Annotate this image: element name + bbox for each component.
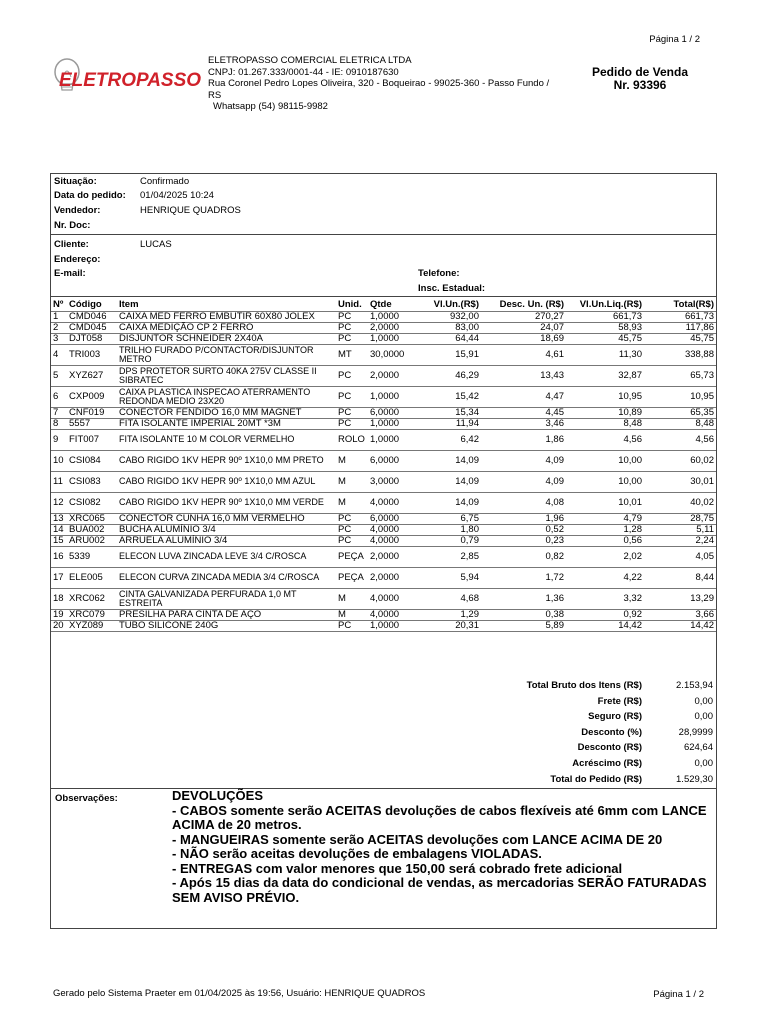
table-cell: 1,36 [481,589,566,610]
table-cell: BUA002 [67,525,117,536]
table-row [51,419,716,430]
table-cell: 3 [51,334,67,345]
table-cell: 46,29 [423,366,481,387]
table-cell: 4,61 [481,345,566,366]
telefone-label: Telefone: [418,268,460,279]
company-name: ELETROPASSO COMERCIAL ELETRICA LTDA [208,55,412,66]
table-row [51,387,716,408]
table-cell: 932,00 [423,312,481,323]
table-cell: MT [336,345,368,366]
table-cell: 1 [51,312,67,323]
table-cell: 0,56 [566,536,644,547]
table-cell: 6,75 [423,514,481,525]
table-cell: M [336,610,368,621]
table-cell: PC [336,312,368,323]
table-cell: 4,0000 [368,525,423,536]
table-row [51,547,716,568]
table-cell: 65,35 [644,408,716,419]
cliente-value: LUCAS [140,239,172,250]
total-value: 2.153,94 [676,680,713,691]
table-cell: 10,95 [644,387,716,408]
observacoes-text [172,789,712,905]
table-cell: 5,94 [423,568,481,589]
table-cell: PC [336,621,368,632]
table-row [51,493,716,514]
table-cell: 661,73 [566,312,644,323]
table-cell: 8 [51,419,67,430]
table-cell: 0,23 [481,536,566,547]
total-label: Desconto (%) [581,726,642,738]
table-cell: 65,73 [644,366,716,387]
table-cell: PC [336,408,368,419]
table-cell: 4,79 [566,514,644,525]
table-cell: 45,75 [566,334,644,345]
table-cell: 1,86 [481,430,566,451]
table-cell: 13 [51,514,67,525]
table-row [51,408,716,419]
total-row [51,711,716,727]
table-cell: 5557 [67,419,117,430]
table-cell: 1,0000 [368,621,423,632]
table-cell: 6,0000 [368,451,423,472]
table-cell: PC [336,387,368,408]
table-row [51,472,716,493]
column-header: Vl.Un.(R$) [423,297,481,312]
table-cell: PC [336,514,368,525]
table-cell: 1,96 [481,514,566,525]
total-row [51,727,716,743]
table-cell: 5,89 [481,621,566,632]
table-cell: 3,66 [644,610,716,621]
insc-label: Insc. Estadual: [418,283,486,294]
table-cell: 2,0000 [368,547,423,568]
items-table [51,297,716,632]
table-cell: 1,0000 [368,419,423,430]
table-cell: ELECON CURVA ZINCADA MEDIA 3/4 C/ROSCA [117,568,336,589]
table-cell: 10,00 [566,451,644,472]
total-row [51,696,716,712]
table-cell: 4,47 [481,387,566,408]
vendedor-value: HENRIQUE QUADROS [140,205,241,216]
table-cell: 20 [51,621,67,632]
total-value: 0,00 [694,711,713,723]
table-cell: 338,88 [644,345,716,366]
table-cell: 10,89 [566,408,644,419]
column-header: Qtde [368,297,423,312]
total-value: 28,9999 [678,726,713,738]
table-cell: 4 [51,345,67,366]
table-cell: 0,52 [481,525,566,536]
observacao-line: - Após 15 dias da data do condicional de vendas, as mercadorias SERÃO FATURADAS SEM AVISO PRÉVIO. [172,875,707,905]
table-cell: XRC065 [67,514,117,525]
table-cell: 15,91 [423,345,481,366]
column-header: Unid. [336,297,368,312]
company-logo [47,55,203,97]
total-label: Seguro (R$) [588,711,642,723]
column-header: Vl.Un.Liq.(R$) [566,297,644,312]
table-row [51,345,716,366]
table-cell: 3,46 [481,419,566,430]
table-cell: 1,80 [423,525,481,536]
table-cell: 8,48 [566,419,644,430]
table-cell: 4,0000 [368,536,423,547]
table-cell: 6,42 [423,430,481,451]
table-cell: 4,56 [566,430,644,451]
table-cell: XYZ089 [67,621,117,632]
table-cell: CMD045 [67,323,117,334]
table-cell: PEÇA [336,547,368,568]
table-cell: CINTA GALVANIZADA PERFURADA 1,0 MT ESTREITA [117,589,336,610]
company-ids: CNPJ: 01.267.333/0001-44 - IE: 0910187630 [208,66,399,78]
table-cell: 0,79 [423,536,481,547]
table-cell: 14,42 [566,621,644,632]
situacao-label: Situação: [54,176,97,187]
table-cell: 11 [51,472,67,493]
table-row [51,589,716,610]
table-cell: 19 [51,610,67,621]
table-cell: 45,75 [644,334,716,345]
table-cell: 4,0000 [368,610,423,621]
table-cell: 12 [51,493,67,514]
table-cell: M [336,451,368,472]
table-cell: 117,86 [644,323,716,334]
table-cell: 1,0000 [368,430,423,451]
table-row [51,312,716,323]
table-cell: CONECTOR CUNHA 16,0 MM VERMELHO [117,514,336,525]
total-label: Total do Pedido (R$) [550,773,642,785]
table-cell: CSI082 [67,493,117,514]
table-cell: 60,02 [644,451,716,472]
total-value: 1.529,30 [676,773,713,785]
table-cell: 20,31 [423,621,481,632]
total-label: Frete (R$) [597,695,642,707]
logo-text: ELETROPASSO [59,70,202,91]
table-cell: 9 [51,430,67,451]
table-cell: 2,85 [423,547,481,568]
table-cell: CNF019 [67,408,117,419]
table-cell: 5339 [67,547,117,568]
table-cell: 14,42 [644,621,716,632]
table-row [51,610,716,621]
table-cell: 11,30 [566,345,644,366]
table-cell: 18 [51,589,67,610]
table-cell: 28,75 [644,514,716,525]
column-header: Desc. Un. (R$) [481,297,566,312]
table-cell: CAIXA MED FERRO EMBUTIR 60X80 JOLEX [117,312,336,323]
table-cell: PC [336,323,368,334]
table-cell: CONECTOR FENDIDO 16,0 MM MAGNET [117,408,336,419]
table-cell: PC [336,366,368,387]
table-cell: 1,72 [481,568,566,589]
table-cell: M [336,472,368,493]
table-cell: XYZ627 [67,366,117,387]
table-cell: 14,09 [423,493,481,514]
table-cell: 8,48 [644,419,716,430]
column-header: Total(R$) [644,297,716,312]
table-cell: ELECON LUVA ZINCADA LEVE 3/4 C/ROSCA [117,547,336,568]
table-cell: 1,0000 [368,334,423,345]
table-header-row [51,297,716,312]
table-cell: 270,27 [481,312,566,323]
table-cell: 32,87 [566,366,644,387]
table-cell: 0,92 [566,610,644,621]
endereco-label: Endereço: [54,254,101,265]
table-cell: 2,0000 [368,568,423,589]
company-address: Rua Coronel Pedro Lopes Oliveira, 320 - Boqueirao - 99025-360 - Passo Fundo / RS [208,78,550,101]
table-cell: CXP009 [67,387,117,408]
table-cell: 30,0000 [368,345,423,366]
table-cell: 14,09 [423,472,481,493]
table-cell: 83,00 [423,323,481,334]
table-cell: 2,0000 [368,323,423,334]
table-cell: 661,73 [644,312,716,323]
table-cell: 2,02 [566,547,644,568]
table-cell: TRILHO FURADO P/CONTACTOR/DISJUNTOR METRO [117,345,336,366]
table-cell: 6,0000 [368,408,423,419]
table-cell: CAIXA MEDIÇÃO CP 2 FERRO [117,323,336,334]
table-cell: CAIXA PLASTICA INSPECAO ATERRAMENTO REDONDA MEDIO 23X20 [117,387,336,408]
table-cell: CSI084 [67,451,117,472]
total-value: 0,00 [694,695,713,707]
observacao-line: - ENTREGAS com valor menores que 150,00 será cobrado frete adicional [172,860,623,876]
table-cell: 2 [51,323,67,334]
page-number-bottom: Página 1 / 2 [653,989,704,1000]
table-cell: XRC062 [67,589,117,610]
table-cell: 2,24 [644,536,716,547]
table-cell: 10,00 [566,472,644,493]
table-cell: FITA ISOLANTE IMPERIAL 20MT *3M [117,419,336,430]
table-cell: 4,45 [481,408,566,419]
data-value: 01/04/2025 10:24 [140,190,214,201]
table-cell: CABO RIGIDO 1KV HEPR 90º 1X10,0 MM AZUL [117,472,336,493]
table-cell: 17 [51,568,67,589]
table-cell: CABO RIGIDO 1KV HEPR 90º 1X10,0 MM PRETO [117,451,336,472]
total-value: 0,00 [694,758,713,769]
table-cell: BUCHA ALUMÍNIO 3/4 [117,525,336,536]
table-cell: 64,44 [423,334,481,345]
table-cell: ARRUELA ALUMÍNIO 3/4 [117,536,336,547]
observacao-line: DEVOLUÇÕES [172,788,264,803]
table-row [51,514,716,525]
table-row [51,451,716,472]
table-row [51,334,716,345]
table-cell: 4,68 [423,589,481,610]
table-row [51,366,716,387]
situacao-value: Confirmado [140,176,190,187]
table-cell: 14,09 [423,451,481,472]
table-row [51,536,716,547]
table-cell: 24,07 [481,323,566,334]
total-row [51,742,716,758]
table-cell: 10,95 [566,387,644,408]
table-cell: 30,01 [644,472,716,493]
data-label: Data do pedido: [54,190,126,201]
table-cell: 13,43 [481,366,566,387]
table-cell: 10,01 [566,493,644,514]
total-value: 624,64 [683,742,713,754]
table-cell: 5 [51,366,67,387]
table-cell: 4,09 [481,472,566,493]
table-cell: XRC079 [67,610,117,621]
order-number: Nr. 93396 [613,78,667,92]
table-cell: TUBO SILICONE 240G [117,621,336,632]
table-cell: 0,38 [481,610,566,621]
table-cell: 4,08 [481,493,566,514]
table-cell: ARU002 [67,536,117,547]
table-cell: DPS PROTETOR SURTO 40KA 275V CLASSE II SIBRATEC [117,366,336,387]
table-cell: 6,0000 [368,514,423,525]
table-cell: 4,56 [644,430,716,451]
table-cell: 4,22 [566,568,644,589]
column-header: Item [117,297,336,312]
table-cell: 1,0000 [368,312,423,323]
table-cell: M [336,493,368,514]
table-cell: CSI083 [67,472,117,493]
cliente-label: Cliente: [54,239,89,250]
table-cell: 4,0000 [368,589,423,610]
table-row [51,621,716,632]
table-cell: 7 [51,408,67,419]
table-cell: TRI003 [67,345,117,366]
table-cell: 15,34 [423,408,481,419]
table-cell: 0,82 [481,547,566,568]
table-cell: 1,28 [566,525,644,536]
order-heading [560,66,720,92]
order-title: Pedido de Venda [591,65,689,79]
table-cell: ELE005 [67,568,117,589]
email-label: E-mail: [54,268,86,279]
total-row [51,758,716,774]
table-cell: CMD046 [67,312,117,323]
table-row [51,430,716,451]
total-row [51,774,716,790]
observacao-line: - CABOS somente serão ACEITAS devoluções de cabos flexíveis até 6mm com LANCE ACIMA de 20 metros. [172,802,707,832]
column-header: Nº [51,297,67,312]
table-cell: PRESILHA PARA CINTA DE AÇO [117,610,336,621]
observacoes-label: Observações: [55,793,118,804]
table-cell: 6 [51,387,67,408]
table-cell: 15,42 [423,387,481,408]
table-cell: M [336,589,368,610]
table-cell: 4,09 [481,451,566,472]
table-cell: FITA ISOLANTE 10 M COLOR VERMELHO [117,430,336,451]
page-number-top: Página 1 / 2 [649,34,700,45]
total-label: Desconto (R$) [577,742,642,754]
table-cell: 5,11 [644,525,716,536]
observacao-line: - NÃO serão aceitas devoluções de embalagens VIOLADAS. [172,846,542,861]
divider [51,234,716,235]
nrdoc-label: Nr. Doc: [54,220,91,231]
company-info [208,55,553,113]
table-cell: 16 [51,547,67,568]
table-row [51,568,716,589]
table-cell: 8,44 [644,568,716,589]
table-cell: 2,0000 [368,366,423,387]
table-cell: 4,05 [644,547,716,568]
table-cell: 1,0000 [368,387,423,408]
footer-generated: Gerado pelo Sistema Praeter em 01/04/2025 às 19:56, Usuário: HENRIQUE QUADROS [53,988,426,999]
column-header: Código [67,297,117,312]
table-cell: DJT058 [67,334,117,345]
table-cell: PEÇA [336,568,368,589]
table-row [51,525,716,536]
table-cell: 3,0000 [368,472,423,493]
table-cell: 14 [51,525,67,536]
table-cell: PC [336,419,368,430]
table-cell: PC [336,536,368,547]
table-cell: 1,29 [423,610,481,621]
table-cell: 58,93 [566,323,644,334]
observacao-line: - MANGUEIRAS somente serão ACEITAS devoluções com LANCE ACIMA DE 20 [172,831,663,847]
table-cell: 4,0000 [368,493,423,514]
table-row [51,323,716,334]
order-box [50,173,717,929]
table-cell: 18,69 [481,334,566,345]
vendedor-label: Vendedor: [54,205,101,216]
table-cell: 10 [51,451,67,472]
table-cell: 3,32 [566,589,644,610]
table-cell: 11,94 [423,419,481,430]
total-row [51,680,716,696]
table-cell: ROLO [336,430,368,451]
table-cell: FIT007 [67,430,117,451]
total-label: Total Bruto dos Itens (R$) [526,680,642,691]
table-cell: 40,02 [644,493,716,514]
lightbulb-logo-icon [47,55,203,97]
total-label: Acréscimo (R$) [572,758,642,769]
table-cell: 15 [51,536,67,547]
table-cell: 13,29 [644,589,716,610]
table-cell: CABO RIGIDO 1KV HEPR 90º 1X10,0 MM VERDE [117,493,336,514]
table-cell: DISJUNTOR SCHNEIDER 2X40A [117,334,336,345]
table-cell: PC [336,525,368,536]
table-cell: PC [336,334,368,345]
company-whatsapp: Whatsapp (54) 98115-9982 [213,101,328,112]
